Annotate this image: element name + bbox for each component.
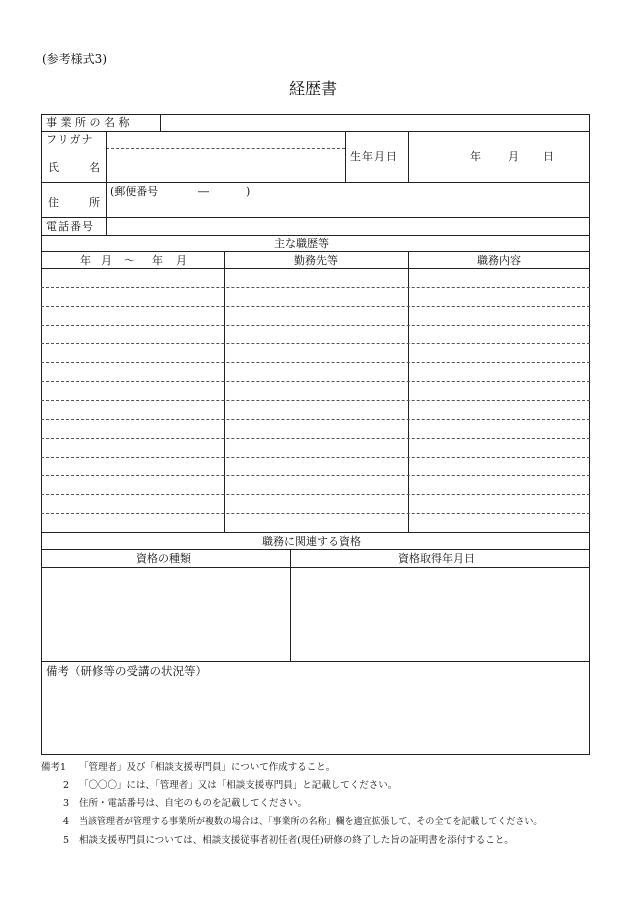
career-duties-cell[interactable] bbox=[409, 476, 589, 493]
career-workplace-cell[interactable] bbox=[225, 344, 408, 361]
career-workplace-cell[interactable] bbox=[225, 269, 408, 286]
postal-code-close: ) bbox=[246, 185, 251, 198]
qualification-type-field[interactable] bbox=[42, 568, 289, 660]
career-period-cell[interactable] bbox=[42, 495, 224, 512]
career-period-cell[interactable] bbox=[42, 382, 224, 399]
furigana-label: フリガナ bbox=[46, 133, 94, 146]
career-workplace-cell[interactable] bbox=[225, 288, 408, 305]
qualifications-col-type: 資格の種類 bbox=[136, 552, 191, 565]
note-text: 「管理者」及び「相談支援専門員」について作成すること。 bbox=[79, 762, 336, 773]
office-name-field[interactable] bbox=[161, 115, 589, 130]
divider bbox=[41, 251, 590, 252]
career-workplace-cell[interactable] bbox=[225, 458, 408, 475]
divider bbox=[41, 532, 590, 533]
address-label-first-char: 住 bbox=[48, 196, 59, 209]
qualifications-col-date: 資格取得年月日 bbox=[398, 552, 475, 565]
divider bbox=[41, 549, 590, 550]
qualifications-section-title: 職務に関連する資格 bbox=[262, 535, 361, 548]
address-label-second-char: 所 bbox=[89, 196, 100, 209]
remarks-label: 備考（研修等の受講の状況等） bbox=[46, 664, 207, 678]
career-duties-cell[interactable] bbox=[409, 514, 589, 531]
career-workplace-cell[interactable] bbox=[225, 307, 408, 324]
career-col-period-month2: 月 bbox=[176, 254, 187, 267]
career-col-period-month1: 月 bbox=[101, 254, 112, 267]
career-period-cell[interactable] bbox=[42, 401, 224, 418]
career-workplace-cell[interactable] bbox=[225, 420, 408, 437]
birthdate-label: 生年月日 bbox=[350, 150, 398, 163]
career-workplace-cell[interactable] bbox=[225, 514, 408, 531]
divider bbox=[345, 131, 346, 182]
page-title: 経歴書 bbox=[289, 79, 338, 98]
career-duties-cell[interactable] bbox=[409, 382, 589, 399]
address-field[interactable] bbox=[107, 183, 589, 216]
note-text: 相談支援専門員については、相談支援従事者初任者(現任)研修の終了した旨の証明書を添付すること。 bbox=[79, 835, 514, 846]
divider bbox=[41, 661, 590, 662]
remarks-field[interactable] bbox=[42, 680, 589, 754]
qualification-date-field[interactable] bbox=[291, 568, 589, 660]
note-text: 「〇〇〇」には、「管理者」又は「相談支援専門員」と記載してください。 bbox=[79, 780, 398, 791]
name-label-first-char: 氏 bbox=[48, 161, 59, 174]
career-duties-cell[interactable] bbox=[409, 420, 589, 437]
career-col-period-year1: 年 bbox=[80, 254, 91, 267]
phone-label: 電話番号 bbox=[46, 220, 94, 233]
reference-form-label: (参考様式3) bbox=[42, 52, 107, 66]
career-duties-cell[interactable] bbox=[409, 401, 589, 418]
divider bbox=[41, 235, 590, 236]
career-duties-cell[interactable] bbox=[409, 363, 589, 380]
career-workplace-cell[interactable] bbox=[225, 401, 408, 418]
career-section-title: 主な職歴等 bbox=[274, 237, 329, 250]
career-workplace-cell[interactable] bbox=[225, 363, 408, 380]
career-workplace-cell[interactable] bbox=[225, 476, 408, 493]
career-period-cell[interactable] bbox=[42, 344, 224, 361]
career-duties-cell[interactable] bbox=[409, 326, 589, 343]
note-number: 2 bbox=[63, 780, 70, 791]
postal-code-prefix: (郵便番号 bbox=[110, 185, 159, 198]
career-duties-cell[interactable] bbox=[409, 439, 589, 456]
note-number: 3 bbox=[63, 798, 70, 809]
career-period-cell[interactable] bbox=[42, 363, 224, 380]
name-label-second-char: 名 bbox=[89, 161, 100, 174]
career-duties-cell[interactable] bbox=[409, 269, 589, 286]
phone-field[interactable] bbox=[107, 218, 589, 234]
career-period-cell[interactable] bbox=[42, 269, 224, 286]
note-number: 備考1 bbox=[41, 762, 67, 773]
career-col-period-tilde: ～ bbox=[124, 254, 135, 267]
career-period-cell[interactable] bbox=[42, 307, 224, 324]
birthdate-month-label: 月 bbox=[508, 150, 519, 163]
career-workplace-cell[interactable] bbox=[225, 439, 408, 456]
career-duties-cell[interactable] bbox=[409, 344, 589, 361]
career-duties-cell[interactable] bbox=[409, 495, 589, 512]
note-text: 当該管理者が管理する事業所が複数の場合は、「事業所の名称」欄を適宜拡張して、その全てを記載してください。 bbox=[79, 817, 543, 827]
career-period-cell[interactable] bbox=[42, 288, 224, 305]
name-field[interactable] bbox=[107, 149, 344, 181]
career-duties-cell[interactable] bbox=[409, 288, 589, 305]
career-period-cell[interactable] bbox=[42, 458, 224, 475]
career-workplace-cell[interactable] bbox=[225, 495, 408, 512]
note-text: 住所・電話番号は、自宅のものを記載してください。 bbox=[79, 798, 308, 809]
career-workplace-cell[interactable] bbox=[225, 382, 408, 399]
birthdate-day-label: 日 bbox=[543, 150, 554, 163]
career-col-period-year2: 年 bbox=[152, 254, 163, 267]
birthdate-year-label: 年 bbox=[470, 150, 481, 163]
birthdate-field[interactable] bbox=[409, 132, 589, 181]
career-duties-cell[interactable] bbox=[409, 458, 589, 475]
career-period-cell[interactable] bbox=[42, 439, 224, 456]
career-col-workplace: 勤務先等 bbox=[294, 254, 338, 267]
note-number: 5 bbox=[63, 835, 70, 846]
note-number: 4 bbox=[63, 816, 70, 827]
career-period-cell[interactable] bbox=[42, 326, 224, 343]
furigana-field[interactable] bbox=[107, 132, 344, 147]
career-period-cell[interactable] bbox=[42, 514, 224, 531]
career-period-cell[interactable] bbox=[42, 476, 224, 493]
career-col-duties: 職務内容 bbox=[477, 254, 521, 267]
career-workplace-cell[interactable] bbox=[225, 326, 408, 343]
career-period-cell[interactable] bbox=[42, 420, 224, 437]
office-name-label: 事 業 所 の 名 称 bbox=[46, 116, 130, 129]
career-duties-cell[interactable] bbox=[409, 307, 589, 324]
postal-code-dash: ― bbox=[198, 185, 209, 198]
